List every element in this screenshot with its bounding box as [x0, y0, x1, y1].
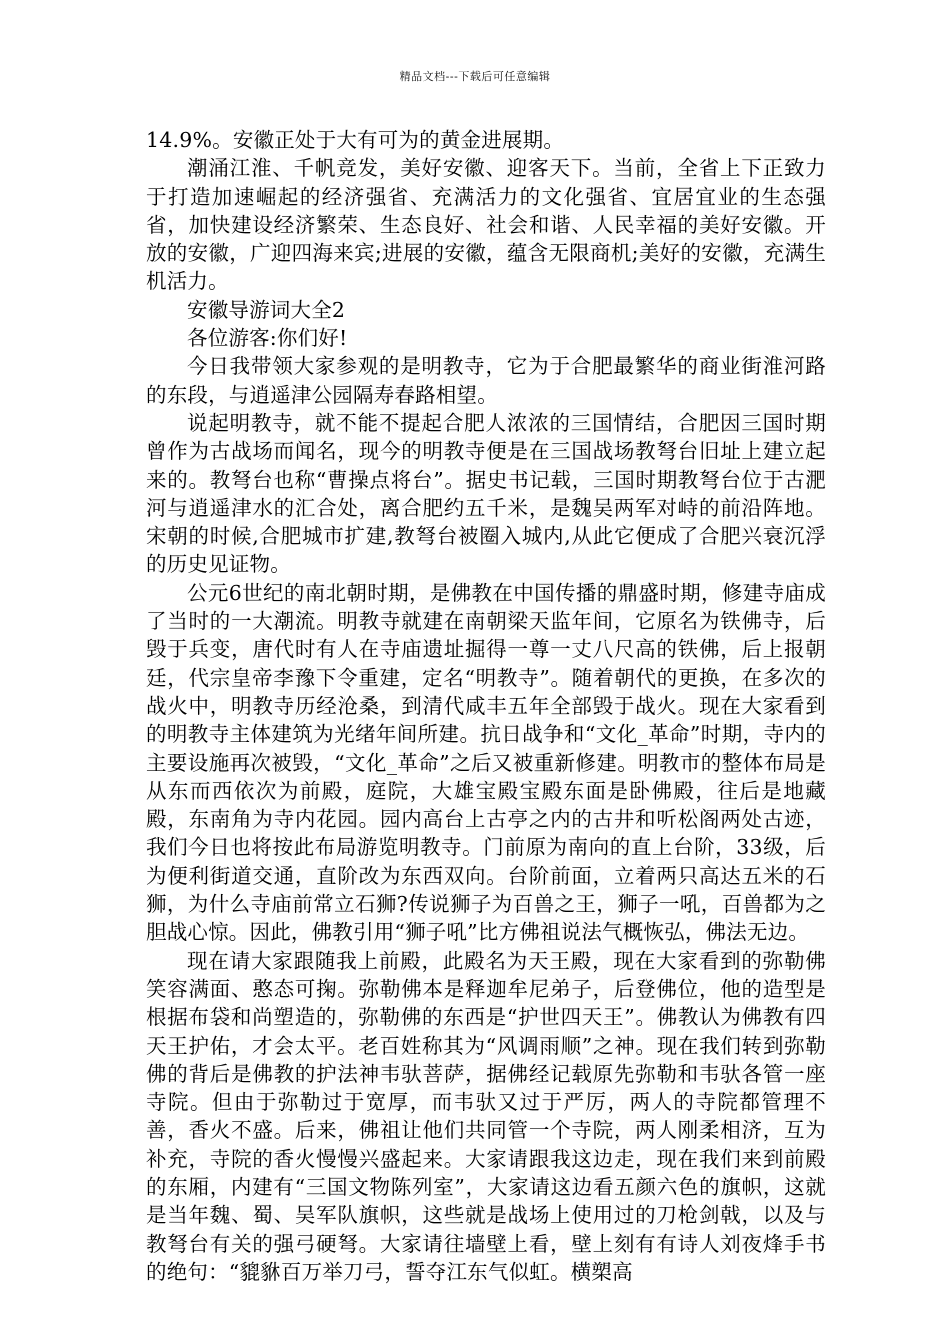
paragraph: 公元6世纪的南北朝时期，是佛教在中国传播的鼎盛时期，修建寺庙成了当时的一大潮流。明教寺就建在南朝梁天监年间，它原名为铁佛寺，后毁于兵变，唐代时有人在寺庙遗址掘得一尊一丈八尺高的铁佛，后上报朝廷，代宗皇帝李豫下令重建，定名“明教寺”。随着朝代的更换，在多次的战火中，明教寺历经沧桑，到清代咸丰五年全部毁于战火。现在大家看到的明教寺主体建筑为光绪年间所建。抗日战争和“文化_革命”时期，寺内的主要设施再次被毁，“文化_革命”之后又被重新修建。明教市的整体布局是从东而西依次为前殿，庭院，大雄宝殿宝殿东面是卧佛殿，往后是地藏殿，东南角为寺内花园。园内高台上古亭之内的古井和听松阁两处古迹，我们今日也将按此布局游览明教寺。门前原为南向的直上台阶，33级，后为便利街道交通，直阶改为东西双向。台阶前面，立着两只高达五米的石狮，为什么寺庙前常立石狮?传说狮子为百兽之王，狮子一吼，百兽都为之胆战心惊。因此，佛教引用“狮子吼”比方佛祖说法气概恢弘，佛法无边。: [146, 580, 826, 945]
page-header: 精品文档---下载后可任意编辑: [399, 70, 551, 83]
paragraph: 潮涌江淮、千帆竞发，美好安徽、迎客天下。当前，全省上下正致力于打造加速崛起的经济强省、充满活力的文化强省、宜居宜业的生态强省，加快建设经济繁荣、生态良好、社会和谐、人民幸福的美好安徽。开放的安徽，广迎四海来宾;进展的安徽，蕴含无限商机;美好的安徽，充满生机活力。: [146, 156, 826, 294]
paragraph: 14.9%。安徽正处于大有可为的黄金进展期。: [146, 128, 565, 152]
document-body: [146, 126, 826, 1286]
paragraph: 今日我带领大家参观的是明教寺，它为于合肥最繁华的商业街淮河路的东段，与逍遥津公园隔寿春路相望。: [146, 354, 826, 407]
paragraph: 说起明教寺，就不能不提起合肥人浓浓的三国情结，合肥因三国时期曾作为古战场而闻名，现今的明教寺便是在三国战场教弩台旧址上建立起来的。教弩台也称“曹操点将台”。据史书记载，三国时期教弩台位于古淝河与逍遥津水的汇合处，离合肥约五千米，是魏吴两军对峙的前沿阵地。宋朝的时候,合肥城市扩建,教弩台被圈入城内,从此它便成了合肥兴衰沉浮的历史见证物。: [146, 410, 826, 577]
greeting: 各位游客:你们好!: [187, 326, 348, 351]
section-heading: 安徽导游词大全2: [187, 297, 346, 322]
paragraph: 现在请大家跟随我上前殿，此殿名为天王殿，现在大家看到的弥勒佛笑容满面、憨态可掬。弥勒佛本是释迦牟尼弟子，后登佛位，他的造型是根据布袋和尚塑造的，弥勒佛的东西是“护世四天王”。佛教认为佛教有四天王护佑，才会太平。老百姓称其为“风调雨顺”之神。现在我们转到弥勒佛的背后是佛教的护法神韦驮菩萨，据佛经记载原先弥勒和韦驮各管一座寺院。但由于弥勒过于宽厚，而韦驮又过于严厉，两人的寺院都管理不善，香火不盛。后来，佛祖让他们共同管一个寺院，两人刚柔相济，互为补充，寺院的香火慢慢兴盛起来。大家请跟我这边走，现在我们来到前殿的东厢，内建有“三国文物陈列室”，大家请这边看五颜六色的旗帜，这就是当年魏、蜀、吴军队旗帜，这些就是战场上使用过的刀枪剑戟，以及与教弩台有关的强弓硬弩。大家请往墙壁上看，壁上刻有有诗人刘夜烽手书的绝句：“貔貅百万举刀弓，誓夺江东气似虹。横槊高: [146, 948, 826, 1284]
